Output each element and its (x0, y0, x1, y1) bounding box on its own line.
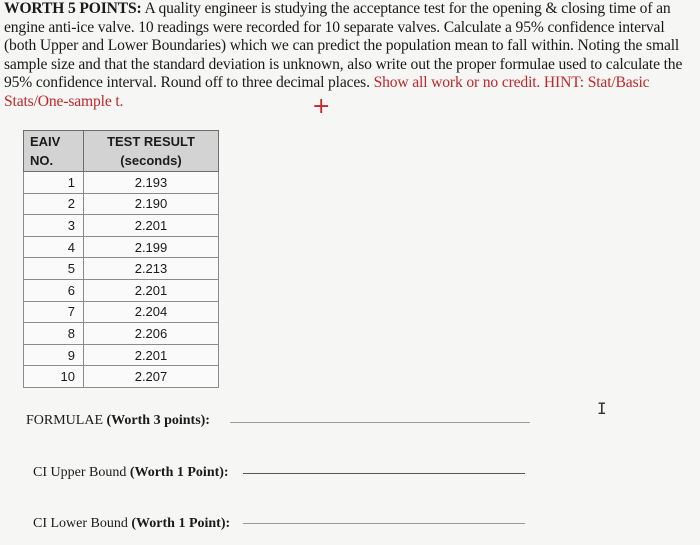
upper-bound-answer-line[interactable] (243, 473, 525, 474)
question-body: A quality engineer is studying the acceptance test for the opening & closing time of an engine anti-ice valve. 10 readings were recorded for 10 separate valves. Calculate a 95% confidence interval (both Upper and Lower Boundaries) which we can predict the population mean to fall within. Noting the small sample size and that the standard deviation is unknown, also write out the proper formulae used to calculate the 95% confidence interval. Round off to three decimal places. (4, 0, 683, 92)
question-lead: WORTH 5 POINTS: (4, 0, 142, 17)
table-row: 6 2.201 (24, 279, 219, 301)
table-row: 7 2.204 (24, 301, 219, 323)
question-text (4, 0, 694, 112)
col-header-eaiv: EAIV NO. (24, 131, 84, 172)
lower-bound-label: CI Lower Bound (Worth 1 Point): (33, 516, 231, 531)
question-hint: Show all work or no credit. HINT: Stat/Basic Stats/One-sample t. (4, 74, 650, 110)
add-plus-icon[interactable]: + (312, 94, 331, 119)
table-row: 10 2.207 (24, 366, 219, 388)
formulae-label: FORMULAE (Worth 3 points): (26, 413, 210, 428)
table-row: 4 2.199 (24, 236, 219, 258)
table-row: 2 2.190 (24, 193, 219, 215)
upper-bound-label: CI Upper Bound (Worth 1 Point): (33, 465, 229, 480)
table-row: 3 2.201 (24, 215, 219, 237)
text-cursor-icon: I (597, 399, 607, 418)
table-row: 5 2.213 (24, 258, 219, 280)
lower-bound-answer-line[interactable] (243, 523, 525, 524)
formulae-answer-line[interactable] (230, 422, 530, 423)
table-row: 9 2.201 (24, 344, 219, 366)
table-row: 1 2.193 (24, 172, 219, 194)
results-table (23, 130, 219, 388)
col-header-test-result: TEST RESULT (seconds) (84, 131, 219, 172)
table-row: 8 2.206 (24, 323, 219, 345)
